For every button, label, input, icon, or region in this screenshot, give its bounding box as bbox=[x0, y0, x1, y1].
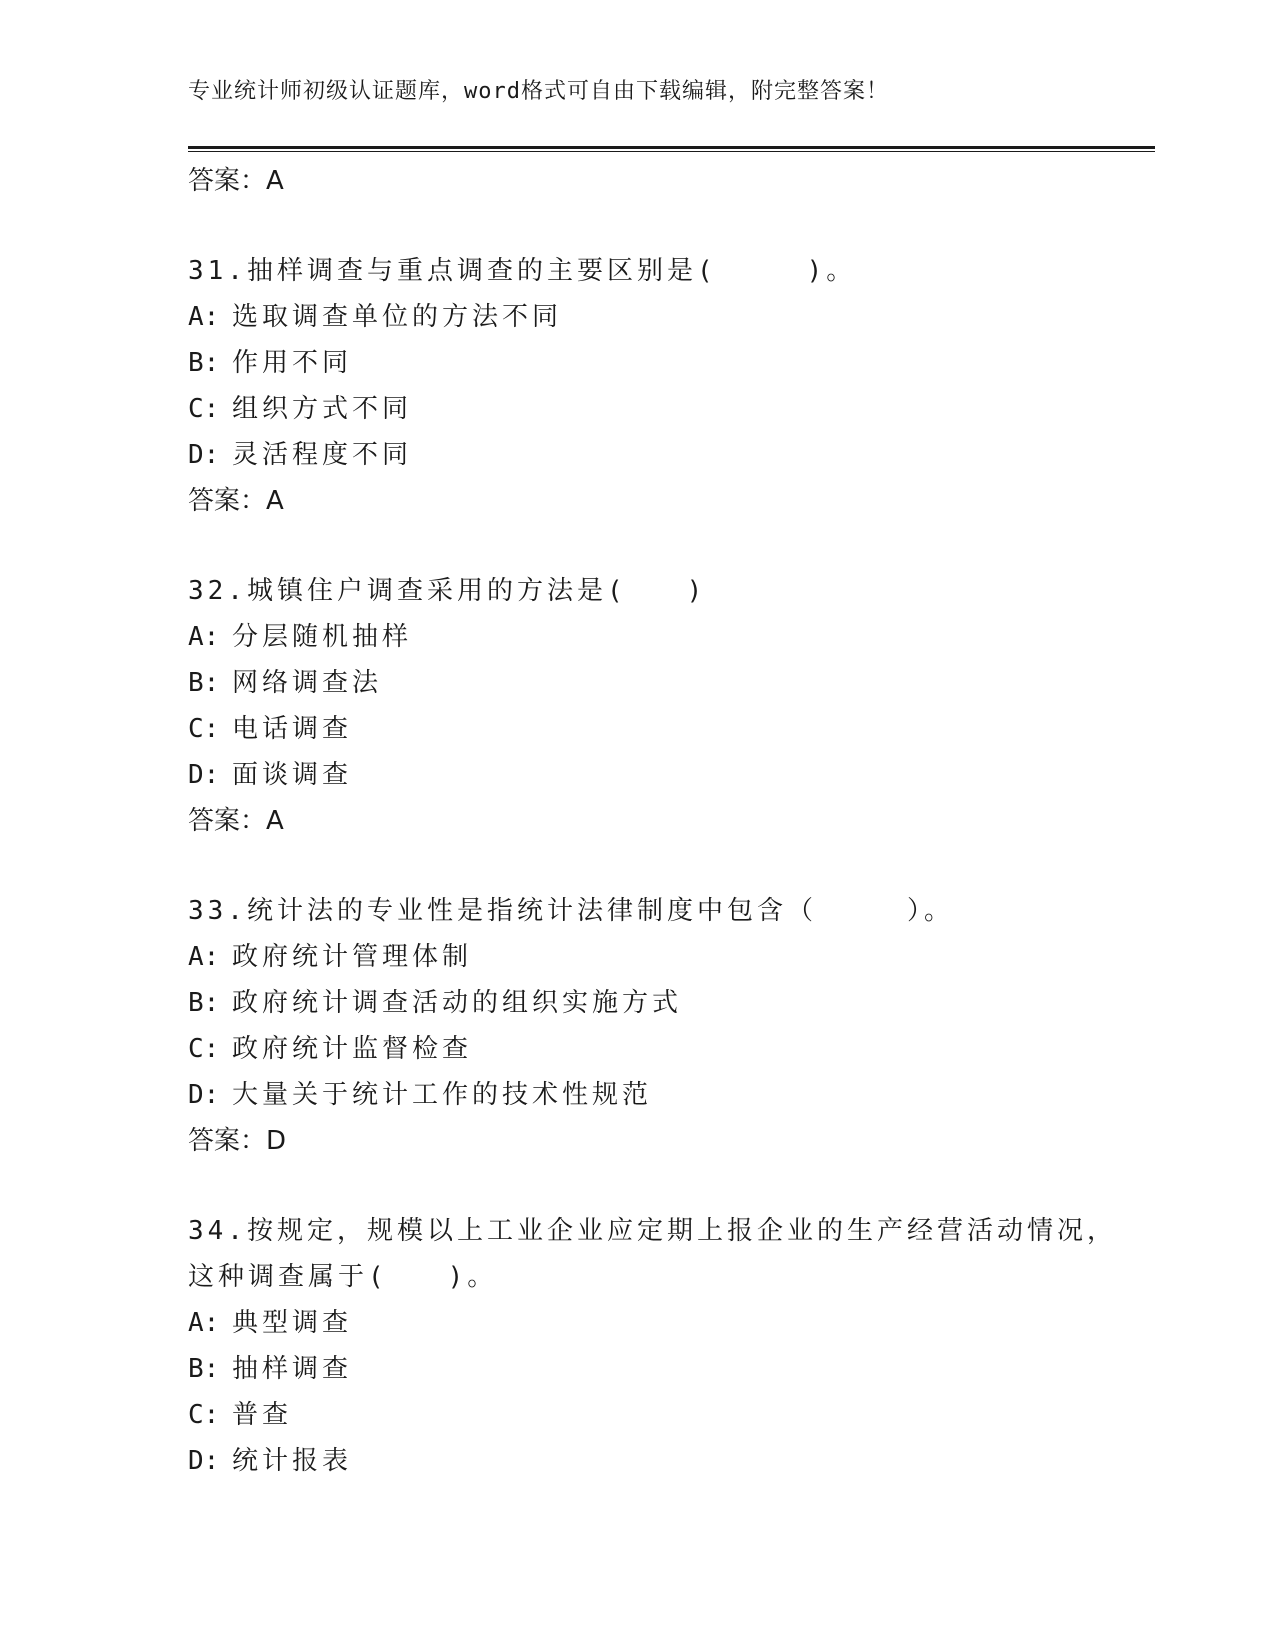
option-d bbox=[188, 1438, 1148, 1484]
option-letter: A: bbox=[188, 302, 220, 332]
option-b bbox=[188, 340, 1148, 386]
option-text: 电话调查 bbox=[232, 714, 353, 744]
option-letter: C: bbox=[188, 394, 220, 424]
question-33 bbox=[188, 888, 1148, 1164]
option-text: 典型调查 bbox=[232, 1308, 353, 1338]
option-text: 网络调查法 bbox=[232, 668, 383, 698]
question-stem: 33.统计法的专业性是指统计法律制度中包含（ ）。 bbox=[188, 896, 954, 926]
option-letter: D: bbox=[188, 760, 220, 790]
page-header: 专业统计师初级认证题库，word格式可自由下载编辑，附完整答案！ bbox=[188, 79, 889, 104]
option-text: 政府统计监督检查 bbox=[232, 1034, 473, 1064]
option-letter: A: bbox=[188, 1308, 220, 1338]
option-letter: A: bbox=[188, 622, 220, 652]
option-b bbox=[188, 660, 1148, 706]
option-a bbox=[188, 1300, 1148, 1346]
option-a bbox=[188, 614, 1148, 660]
question-stem: 31.抽样调查与重点调查的主要区别是( )。 bbox=[188, 256, 857, 286]
option-d bbox=[188, 752, 1148, 798]
option-text: 政府统计调查活动的组织实施方式 bbox=[232, 988, 683, 1018]
option-text: 灵活程度不同 bbox=[232, 440, 413, 470]
question-stem: 32.城镇住户调查采用的方法是( ) bbox=[188, 576, 707, 606]
option-letter: D: bbox=[188, 1080, 220, 1110]
option-a bbox=[188, 934, 1148, 980]
header-rule-thin bbox=[188, 151, 1155, 152]
option-letter: B: bbox=[188, 668, 220, 698]
option-letter: B: bbox=[188, 348, 220, 378]
option-letter: C: bbox=[188, 1034, 220, 1064]
answer-line: 答案：A bbox=[188, 166, 284, 196]
option-text: 作用不同 bbox=[232, 348, 353, 378]
option-text: 普查 bbox=[232, 1400, 293, 1430]
option-c bbox=[188, 1026, 1148, 1072]
option-text: 选取调查单位的方法不同 bbox=[232, 302, 563, 332]
option-text: 抽样调查 bbox=[232, 1354, 353, 1384]
option-letter: A: bbox=[188, 942, 220, 972]
question-34 bbox=[188, 1208, 1148, 1484]
option-c bbox=[188, 706, 1148, 752]
option-d bbox=[188, 432, 1148, 478]
option-c bbox=[188, 1392, 1148, 1438]
option-d bbox=[188, 1072, 1148, 1118]
answer-line: 答案：A bbox=[188, 806, 284, 836]
header-rule-thick bbox=[188, 146, 1155, 149]
option-text: 大量关于统计工作的技术性规范 bbox=[232, 1080, 653, 1110]
answer-line: 答案：D bbox=[188, 1126, 287, 1156]
question-stem-continued: 这种调查属于( )。 bbox=[188, 1262, 498, 1292]
option-letter: B: bbox=[188, 988, 220, 1018]
question-stem: 34.按规定，规模以上工业企业应定期上报企业的生产经营活动情况， bbox=[188, 1216, 1117, 1246]
option-text: 组织方式不同 bbox=[232, 394, 413, 424]
option-letter: C: bbox=[188, 714, 220, 744]
option-text: 统计报表 bbox=[232, 1446, 353, 1476]
option-text: 面谈调查 bbox=[232, 760, 353, 790]
question-32 bbox=[188, 568, 1148, 844]
option-b bbox=[188, 980, 1148, 1026]
option-text: 政府统计管理体制 bbox=[232, 942, 473, 972]
question-31 bbox=[188, 248, 1148, 524]
option-a bbox=[188, 294, 1148, 340]
option-b bbox=[188, 1346, 1148, 1392]
document-body bbox=[188, 158, 1148, 1484]
option-letter: B: bbox=[188, 1354, 220, 1384]
answer-line: 答案：A bbox=[188, 486, 284, 516]
option-letter: D: bbox=[188, 440, 220, 470]
option-text: 分层随机抽样 bbox=[232, 622, 413, 652]
option-letter: D: bbox=[188, 1446, 220, 1476]
option-letter: C: bbox=[188, 1400, 220, 1430]
option-c bbox=[188, 386, 1148, 432]
